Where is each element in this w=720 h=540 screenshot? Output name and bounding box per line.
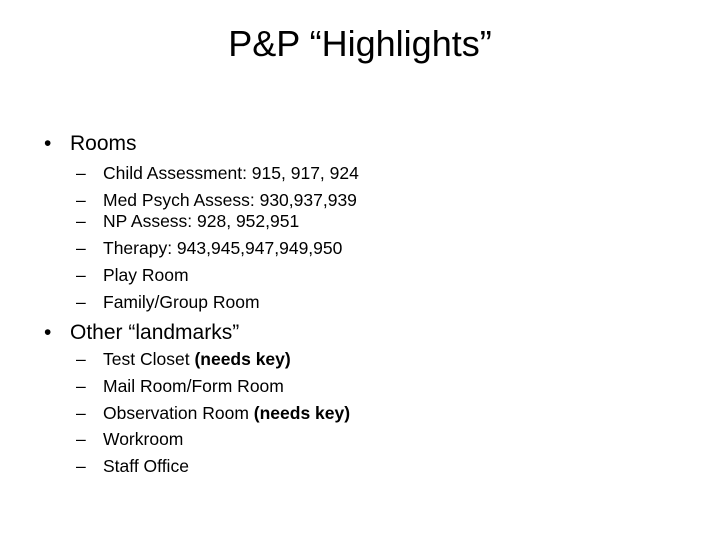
list-item bbox=[76, 189, 357, 211]
list-item bbox=[76, 210, 299, 232]
list-item bbox=[76, 402, 350, 424]
list-item bbox=[76, 455, 189, 477]
list-item bbox=[76, 291, 260, 313]
list-item-text: Mail Room/Form Room bbox=[103, 376, 284, 396]
section-heading-text: Rooms bbox=[70, 132, 137, 155]
section-heading-landmarks bbox=[44, 320, 239, 346]
list-item bbox=[76, 428, 183, 450]
section-heading-text: Other “landmarks” bbox=[70, 321, 240, 344]
dash-icon: – bbox=[76, 211, 86, 231]
list-item-text: Test Closet bbox=[103, 349, 195, 369]
list-item bbox=[76, 237, 342, 259]
slide-title: P&P “Highlights” bbox=[228, 23, 492, 64]
list-item-text: Play Room bbox=[103, 265, 189, 285]
list-item-text: Child Assessment: 915, 917, 924 bbox=[103, 163, 359, 183]
dash-icon: – bbox=[76, 265, 86, 285]
dash-icon: – bbox=[76, 376, 86, 396]
dash-icon: – bbox=[76, 190, 86, 210]
list-item bbox=[76, 264, 189, 286]
section-heading-rooms bbox=[44, 131, 137, 157]
list-item-text: NP Assess: 928, 952,951 bbox=[103, 211, 300, 231]
dash-icon: – bbox=[76, 403, 86, 423]
list-item-text: Family/Group Room bbox=[103, 292, 260, 312]
list-item bbox=[76, 348, 291, 370]
list-item bbox=[76, 162, 359, 184]
dash-icon: – bbox=[76, 163, 86, 183]
list-item-emphasis: (needs key) bbox=[253, 403, 351, 423]
dash-icon: – bbox=[76, 456, 86, 476]
dash-icon: – bbox=[76, 429, 86, 449]
list-item-text: Staff Office bbox=[103, 456, 189, 476]
list-item-text: Observation Room bbox=[103, 403, 254, 423]
list-item bbox=[76, 375, 284, 397]
bullet-icon: • bbox=[44, 321, 52, 344]
list-item-text: Med Psych Assess: 930,937,939 bbox=[103, 190, 357, 210]
bullet-icon: • bbox=[44, 132, 52, 155]
dash-icon: – bbox=[76, 238, 86, 258]
dash-icon: – bbox=[76, 349, 86, 369]
dash-icon: – bbox=[76, 292, 86, 312]
list-item-text: Workroom bbox=[103, 429, 184, 449]
list-item-emphasis: (needs key) bbox=[194, 349, 291, 369]
list-item-text: Therapy: 943,945,947,949,950 bbox=[103, 238, 343, 258]
